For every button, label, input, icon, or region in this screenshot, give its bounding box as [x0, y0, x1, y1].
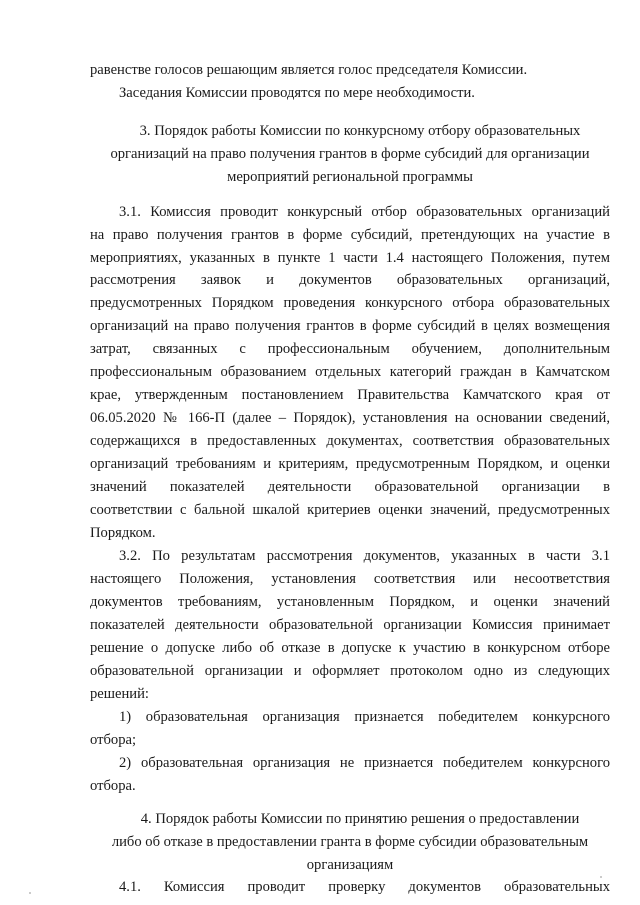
paragraph-line: документов требованиям, установленным Порядком, и оценки значений	[90, 594, 610, 610]
heading-line: мероприятий региональной программы	[227, 169, 473, 185]
heading-line: организаций на право получения грантов в форме субсидий для организации	[110, 146, 590, 162]
paragraph-line: организаций на право получения грантов в форме субсидий в целях возмещения	[90, 318, 610, 334]
paragraph-line: 06.05.2020 № 166-П (далее – Порядок), установления на основании сведений,	[90, 410, 610, 426]
intro-line-1: равенстве голосов решающим является голос председателя Комиссии.	[90, 62, 528, 78]
paragraph-line: Порядком.	[90, 525, 156, 541]
list-item-line: отбора;	[90, 732, 137, 748]
list-item-line: отбора.	[90, 778, 136, 794]
paragraph-line: мероприятиях, указанных в пункте 1 части 1.4 настоящего Положения, путем	[90, 250, 610, 266]
paragraph-line: затрат, связанных с профессиональным обучением, дополнительным	[90, 341, 610, 357]
paragraph-line: крае, утвержденным постановлением Правительства Камчатского края от	[90, 387, 610, 403]
heading-line: либо об отказе в предоставлении гранта в форме субсидии образовательным	[111, 834, 589, 850]
paragraph-line: 3.1. Комиссия проводит конкурсный отбор образовательных организаций	[119, 204, 610, 220]
paragraph-line: профессиональным образованием отдельных категорий граждан в Камчатском	[90, 364, 610, 380]
paragraph-line: 4.1. Комиссия проводит проверку документов образовательных	[119, 879, 610, 895]
paragraph-line: организаций требованиям и критериям, предусмотренным Порядком, и оценки	[90, 456, 610, 472]
paragraph-line: содержащихся в предоставленных документах, соответствия образовательных	[90, 433, 610, 449]
paragraph-line: на право получения грантов в форме субсидий, претендующих на участие в	[90, 227, 610, 243]
heading-line: 4. Порядок работы Комиссии по принятию решения о предоставлении	[140, 811, 580, 827]
paragraph-line: образовательной организации и оформляет протоколом одно из следующих	[90, 663, 610, 679]
paragraph-line: предусмотренных Порядком проведения конкурсного отбора образовательных	[90, 295, 610, 311]
paragraph-line: 3.2. По результатам рассмотрения документов, указанных в части 3.1	[119, 548, 610, 564]
heading-line: организациям	[306, 857, 394, 873]
intro-line-2: Заседания Комиссии проводятся по мере необходимости.	[119, 85, 475, 101]
paragraph-line: решение о допуске либо об отказе в допуске к участию в конкурсном отборе	[90, 640, 610, 656]
paragraph-line: решений:	[90, 686, 149, 702]
paragraph-line: соответствии с бальной шкалой критериев оценки значений, предусмотренных	[90, 502, 610, 518]
scan-speck	[29, 892, 31, 894]
paragraph-line: показателей деятельности образовательной организации Комиссия принимает	[90, 617, 610, 633]
paragraph-line: значений показателей деятельности образовательной организации в	[90, 479, 610, 495]
paragraph-line: настоящего Положения, установления соответствия или несоответствия	[90, 571, 610, 587]
paragraph-line: рассмотрения заявок и документов образовательных организаций,	[90, 272, 610, 288]
list-item-line: 2) образовательная организация не признается победителем конкурсного	[119, 755, 610, 771]
heading-line: 3. Порядок работы Комиссии по конкурсному отбору образовательных	[139, 123, 581, 139]
scan-speck	[600, 876, 602, 878]
list-item-line: 1) образовательная организация признается победителем конкурсного	[119, 709, 610, 725]
